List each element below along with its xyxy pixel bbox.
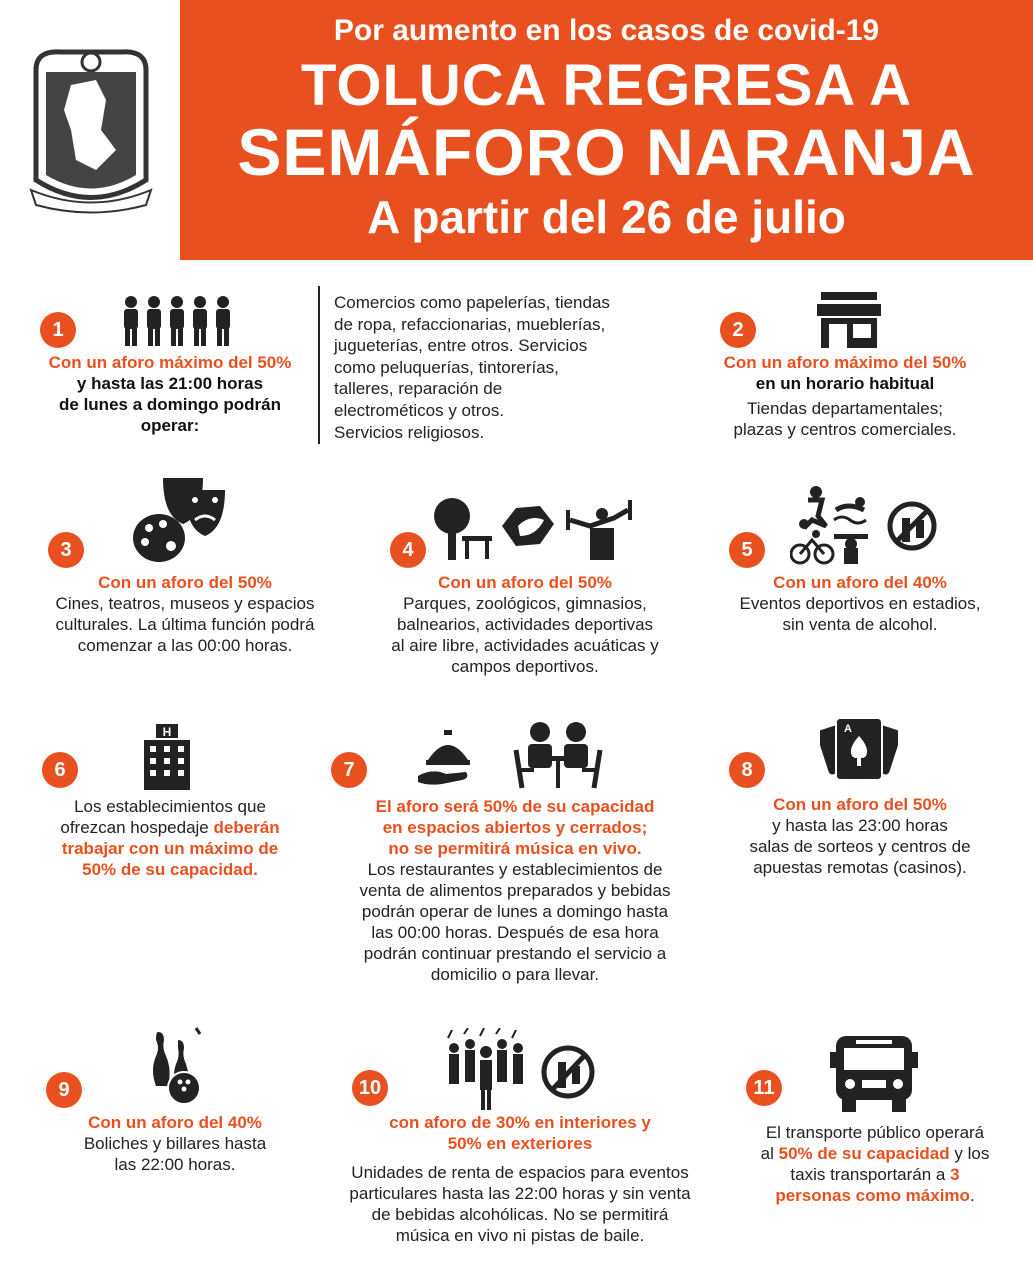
people-group-icon (120, 294, 236, 348)
item-number-3: 3 (48, 532, 84, 568)
item-10-text (310, 1112, 730, 1246)
item-number-8: 8 (729, 752, 765, 788)
svg-text:H: H (162, 725, 172, 739)
item-2-highlight: Con un aforo máximo del 50% (723, 353, 967, 372)
item-number-1: 1 (40, 312, 76, 348)
park-zoo-gym-icon (432, 496, 636, 562)
item-8-text (700, 794, 1020, 878)
item-8-highlight: Con un aforo del 50% (773, 795, 947, 814)
item-6-text-1: Los establecimientos que (74, 797, 266, 816)
list-item: jugueterías, entre otros. Servicios (334, 336, 588, 356)
item-1-bold-3: operar: (140, 416, 200, 435)
item-3-text (30, 572, 340, 656)
list-item: Servicios religiosos. (334, 422, 485, 442)
item-11-text-2a: al (760, 1144, 779, 1163)
playing-cards-icon (820, 716, 898, 782)
item-9-highlight: Con un aforo del 40% (88, 1113, 262, 1132)
item-10-text-2: particulares hasta las 22:00 horas y sin venta (349, 1184, 691, 1203)
item-number-7: 7 (331, 752, 367, 788)
item-4-text-4: campos deportivos. (451, 657, 599, 676)
bowling-icon (144, 1026, 204, 1106)
item-3-text-1: Cines, teatros, museos y espacios (55, 594, 315, 613)
item-5-text-1: Eventos deportivos en estadios, (739, 594, 981, 613)
item-1-bold-1: y hasta las 21:00 horas (76, 374, 264, 393)
item-8-text-2: salas de sorteos y centros de (749, 837, 971, 856)
item-10-text-3: de bebidas alcohólicas. No se permitirá (371, 1205, 669, 1224)
item-5-text-2: sin venta de alcohol. (782, 615, 938, 634)
item-7-text-1: Los restaurantes y establecimientos de (367, 860, 663, 879)
header-date: A partir del 26 de julio (367, 191, 846, 243)
item-3-text-2: culturales. La última función podrá (55, 615, 315, 634)
item-1-text (20, 352, 320, 436)
header-title-line2: SEMÁFORO NARANJA (237, 115, 976, 189)
item-11-text-4a: personas como máximo (775, 1186, 970, 1205)
item-6-text (20, 796, 320, 880)
item-2-text-1: Tiendas departamentales; (747, 399, 943, 418)
item-2-bold: en un horario habitual (755, 374, 935, 393)
divider (318, 286, 320, 444)
item-5-highlight: Con un aforo del 40% (773, 573, 947, 592)
item-6-text-2b: deberán (213, 818, 280, 837)
svg-text:A: A (844, 723, 852, 735)
item-7-text-5: podrán continuar prestando el servicio a (363, 944, 667, 963)
item-11-text-3b: 3 (950, 1165, 960, 1184)
item-4-text-3: al aire libre, actividades acuáticas y (391, 636, 659, 655)
item-7-text (320, 796, 710, 985)
party-no-alcohol-icon (444, 1028, 598, 1112)
item-8-text-1: y hasta las 23:00 horas (772, 816, 948, 835)
item-7-text-4: las 00:00 horas. Después de esa hora (371, 923, 659, 942)
municipal-seal-icon (26, 40, 156, 215)
item-7-highlight-2: en espacios abiertos y cerrados; (382, 818, 648, 837)
list-item: talleres, reparación de (334, 379, 503, 399)
item-3-text-3: comenzar a las 00:00 horas. (77, 636, 293, 655)
item-9-text-1: Boliches y billares hasta (83, 1134, 267, 1153)
item-11-text-2b: 50% de su capacidad (778, 1144, 950, 1163)
sports-no-alcohol-icon (790, 484, 940, 566)
item-4-text (360, 572, 690, 677)
item-7-text-2: venta de alimentos preparados y bebidas (359, 881, 671, 900)
item-11-text-3a: taxis transportarán a (790, 1165, 951, 1184)
hotel-icon (144, 724, 190, 790)
header-title-line1: TOLUCA REGRESA A (300, 53, 913, 118)
item-number-9: 9 (46, 1072, 82, 1108)
item-4-highlight: Con un aforo del 50% (438, 573, 612, 592)
item-6-text-2a: ofrezcan hospedaje (60, 818, 214, 837)
item-11-text-4b: . (969, 1186, 975, 1205)
item-5-text (700, 572, 1020, 635)
item-4-text-2: balnearios, actividades deportivas (396, 615, 654, 634)
item-3-highlight: Con un aforo del 50% (98, 573, 272, 592)
item-number-4: 4 (390, 532, 426, 568)
item-4-text-1: Parques, zoológicos, gimnasios, (403, 594, 647, 613)
item-number-6: 6 (42, 752, 78, 788)
store-icon (817, 292, 881, 348)
list-item: Comercios como papelerías, tiendas (334, 293, 610, 312)
item-number-10: 10 (352, 1070, 388, 1106)
list-item: de ropa, refaccionarias, mueblerías, (334, 314, 606, 334)
item-7-text-3: podrán operar de lunes a domingo hasta (361, 902, 669, 921)
bus-icon (830, 1036, 918, 1112)
item-6-text-3: trabajar con un máximo de (61, 839, 279, 858)
item-1-bold-2: de lunes a domingo podrán (59, 395, 281, 414)
item-2-text-2: plazas y centros comerciales. (733, 420, 957, 439)
theater-masks-palette-icon (133, 476, 227, 566)
item-11-text-1: El transporte público operará (765, 1123, 985, 1142)
item-10-highlight-1: con aforo de 30% en interiores y (389, 1113, 651, 1132)
item-1-highlight: Con un aforo máximo del 50% (48, 353, 292, 372)
item-number-11: 11 (746, 1070, 782, 1106)
item-9-text-2: las 22:00 horas. (114, 1155, 236, 1174)
item-6-text-4: 50% de su capacidad. (82, 860, 258, 879)
item-11-text-2c: y los (949, 1144, 990, 1163)
item-8-text-3: apuestas remotas (casinos). (753, 858, 967, 877)
item-1-list (334, 292, 664, 443)
item-10-highlight-2: 50% en exteriores (447, 1134, 593, 1153)
item-9-text (20, 1112, 330, 1175)
item-7-highlight-1: El aforo será 50% de su capacidad (375, 797, 655, 816)
list-item: electrométicos y otros. (334, 400, 505, 420)
restaurant-icon (418, 720, 608, 790)
item-7-highlight-3: no se permitirá música en vivo. (388, 839, 642, 858)
item-10-text-4: música en vivo ni pistas de baile. (395, 1226, 645, 1245)
header-subtitle: Por aumento en los casos de covid-19 (333, 14, 880, 47)
header-banner (180, 0, 1033, 260)
item-7-text-6: domicilio o para llevar. (430, 965, 600, 984)
item-number-5: 5 (729, 532, 765, 568)
item-number-2: 2 (720, 312, 756, 348)
item-2-text (690, 352, 1000, 440)
list-item: como peluquerías, tintorerías, (334, 357, 559, 377)
item-10-text-1: Unidades de renta de espacios para eventos (351, 1163, 689, 1182)
item-11-text (730, 1122, 1020, 1206)
